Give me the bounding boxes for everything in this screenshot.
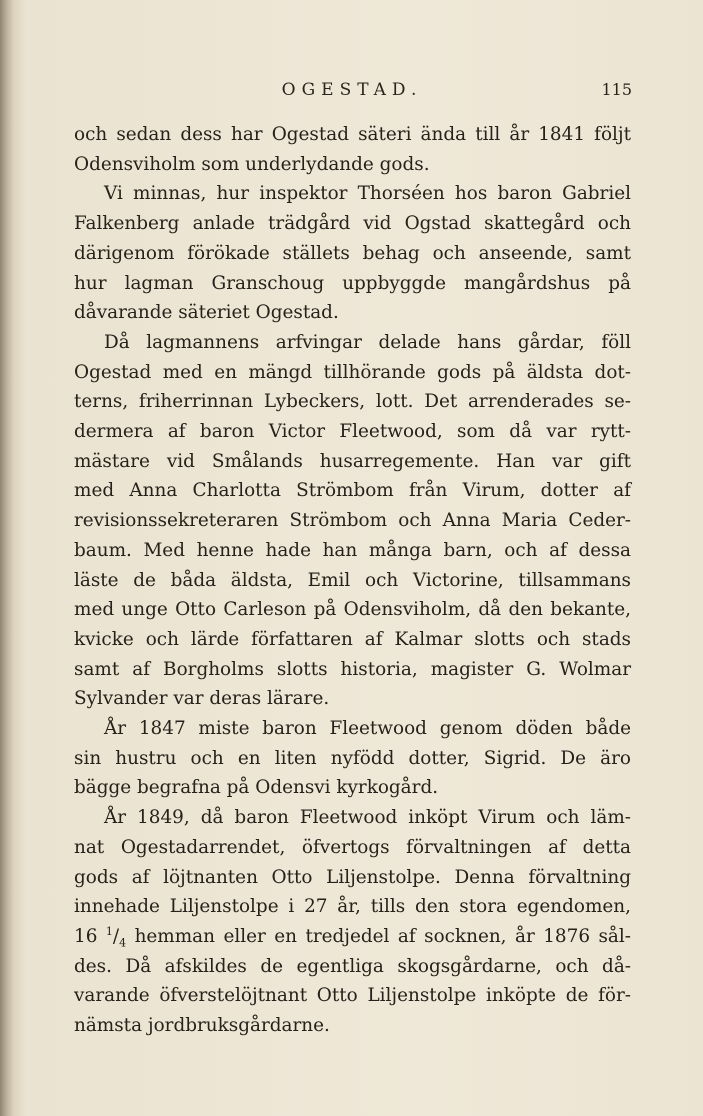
- text-line: varande öfverstelöjtnant Otto Liljenstolpe inköpte de för-: [74, 985, 631, 1007]
- paragraph: [74, 328, 631, 714]
- page-number: 115: [601, 80, 632, 99]
- text-line: bägge begrafna på Odensvi kyrkogård.: [74, 777, 439, 799]
- text-line: kvicke och lärde författaren af Kalmar slotts och stads: [74, 628, 631, 650]
- text-line: dermera af baron Victor Fleetwood, som då var rytt-: [74, 421, 631, 443]
- fraction-prefix: 16: [74, 925, 106, 947]
- page-header: [72, 80, 632, 104]
- text-line: därigenom förökade ställets behag och anseende, samt: [74, 242, 631, 264]
- text-line: revisionssekreteraren Strömbom och Anna Maria Ceder-: [74, 510, 631, 532]
- text-line: sin hustru och en liten nyfödd dotter, Sigrid. De äro: [74, 747, 631, 769]
- text-line: Då lagmannens arfvingar delade hans gårdar, föll: [104, 331, 631, 353]
- text-line: Odensviholm som underlydande gods.: [74, 153, 430, 175]
- text-line: hur lagman Granschoug uppbyggde mangårdshus på: [74, 272, 631, 294]
- text-line: samt af Borgholms slotts historia, magister G. Wolmar: [74, 658, 631, 680]
- text-line: dåvarande säteriet Ogestad.: [74, 302, 339, 324]
- text-line: baum. Med henne hade han många barn, och af dessa: [74, 539, 631, 561]
- text-line: Vi minnas, hur inspektor Thorséen hos baron Gabriel: [104, 183, 631, 205]
- text-line: terns, friherrinnan Lybeckers, lott. Det arrenderades se-: [74, 391, 631, 413]
- paragraph: [74, 179, 631, 328]
- paragraph: [74, 714, 631, 803]
- text-line: År 1847 miste baron Fleetwood genom döden både: [104, 718, 631, 740]
- text-line: nämsta jordbruksgårdarne.: [74, 1015, 330, 1037]
- paragraph: [74, 120, 631, 179]
- text-line: Ogestad med en mängd tillhörande gods på äldsta dot-: [74, 361, 631, 383]
- text-line: gods af löjtnanten Otto Liljenstolpe. Denna förvaltning: [74, 866, 631, 888]
- paragraph: [74, 803, 631, 1041]
- text-line: läste de båda äldsta, Emil och Victorine, tillsammans: [74, 569, 631, 591]
- fraction-suffix: hemman eller en tredjedel af socknen, år 1876 sål-: [126, 925, 631, 947]
- text-line: med unge Otto Carleson på Odensviholm, då den bekante,: [74, 599, 631, 621]
- text-line: nat Ogestadarrendet, öfvertogs förvaltningen af detta: [74, 836, 631, 858]
- text-line: innehade Liljenstolpe i 27 år, tills den stora egendomen,: [74, 896, 631, 918]
- text-line: des. Då afskildes de egentliga skogsgårdarne, och då-: [74, 955, 631, 977]
- text-line: År 1849, då baron Fleetwood inköpt Virum och läm-: [104, 807, 631, 829]
- text-line-with-fraction: [74, 922, 631, 952]
- body-text: [74, 120, 631, 1041]
- text-line: med Anna Charlotta Strömbom från Virum, dotter af: [74, 480, 631, 502]
- fraction-slash: /: [112, 925, 120, 947]
- text-line: och sedan dess har Ogestad säteri ända till år 1841 följt: [74, 124, 631, 145]
- running-title: OGESTAD.: [281, 80, 423, 100]
- text-line: Falkenberg anlade trädgård vid Ogstad skattegård och: [74, 213, 631, 235]
- text-line: Sylvander var deras lärare.: [74, 688, 330, 710]
- text-line: mästare vid Smålands husarregemente. Han var gift: [74, 450, 631, 472]
- fraction-numerator: 1: [105, 924, 113, 938]
- fraction-denominator: 4: [119, 936, 127, 950]
